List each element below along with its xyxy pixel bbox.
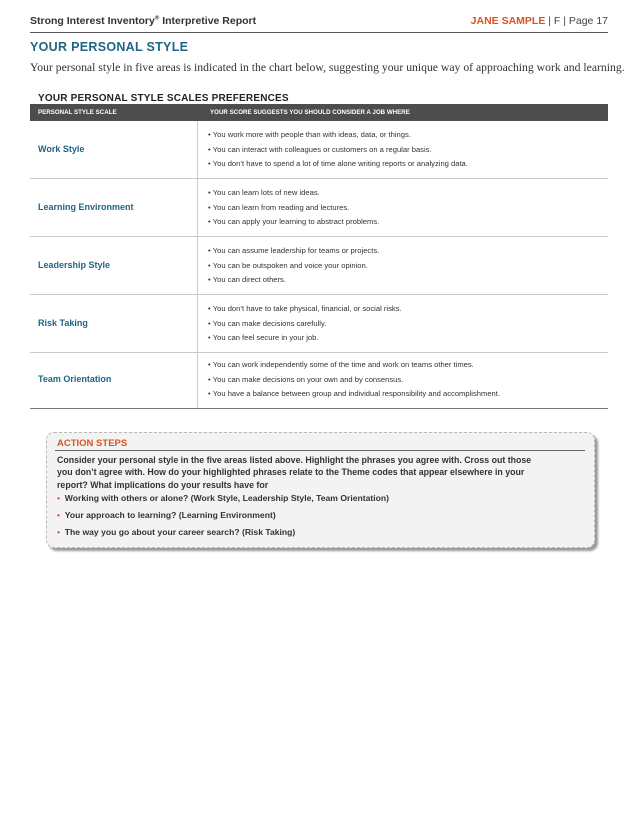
- list-item: • You can learn from reading and lectures.: [208, 203, 379, 218]
- header-divider: [30, 32, 608, 33]
- suggestion-list: [208, 130, 468, 174]
- table-row: [30, 295, 608, 353]
- scale-name: Risk Taking: [38, 318, 88, 328]
- list-item: • You can work independently some of the time and work on teams other times.: [208, 360, 500, 375]
- list-item: • You can interact with colleagues or customers on a regular basis.: [208, 145, 468, 160]
- column-divider: [197, 121, 198, 178]
- list-item: • You have a balance between group and individual responsibility and accomplishment.: [208, 389, 500, 404]
- list-item: • You can make decisions on your own and by consensus.: [208, 375, 500, 390]
- report-title: Strong Interest Inventory® Interpretive Report: [30, 15, 257, 27]
- table-header: [30, 104, 608, 121]
- list-item: • You can be outspoken and voice your opinion.: [208, 261, 379, 276]
- gender: F: [553, 15, 561, 27]
- scale-name: Leadership Style: [38, 260, 111, 270]
- column-header-scale: PERSONAL STYLE SCALE: [38, 109, 117, 116]
- table-bottom-rule: [30, 408, 608, 409]
- page-number: Page 17: [568, 15, 608, 27]
- action-steps-text: Consider your personal style in the five areas listed above. Highlight the phrases you agree with. Cross out those you don’t agree with. How do your highlighted phrases relate to the Theme codes that appear elsewhere in your report? What implications do your results have for: [57, 455, 532, 490]
- scale-name: Work Style: [38, 144, 85, 154]
- action-steps-title: ACTION STEPS: [57, 438, 128, 449]
- column-divider: [197, 179, 198, 236]
- table-row: [30, 351, 608, 408]
- scale-name: Learning Environment: [38, 202, 134, 212]
- list-item: • Your approach to learning? (Learning Environment): [57, 510, 389, 527]
- column-header-suggestions: YOUR SCORE SUGGESTS YOU SHOULD CONSIDER A JOB WHERE: [210, 109, 410, 116]
- action-steps-box: [46, 432, 595, 548]
- list-item: • You don’t have to take physical, financial, or social risks.: [208, 304, 402, 319]
- table-row: [30, 121, 608, 179]
- column-divider: [197, 295, 198, 352]
- table-row: [30, 179, 608, 237]
- action-steps-divider: [55, 450, 585, 451]
- header-meta: JANE SAMPLE | F | Page 17: [470, 15, 608, 27]
- list-item: • The way you go about your career search? (Risk Taking): [57, 527, 389, 544]
- column-divider: [197, 351, 198, 408]
- section-title: YOUR PERSONAL STYLE: [30, 40, 189, 54]
- list-item: • You can learn lots of new ideas.: [208, 188, 379, 203]
- table-title: YOUR PERSONAL STYLE SCALES PREFERENCES: [38, 93, 289, 104]
- page-header: [30, 15, 608, 31]
- suggestion-list: [208, 360, 500, 404]
- list-item: • You can assume leadership for teams or projects.: [208, 246, 379, 261]
- scale-name: Team Orientation: [38, 374, 112, 384]
- list-item: • You can make decisions carefully.: [208, 319, 402, 334]
- suggestion-list: [208, 304, 402, 348]
- client-name: JANE SAMPLE: [470, 15, 546, 27]
- suggestion-list: [208, 246, 379, 290]
- section-intro: Your personal style in five areas is indicated in the chart below, suggesting your unique way of approaching work and learning.: [30, 61, 625, 74]
- list-item: • You don’t have to spend a lot of time alone writing reports or analyzing data.: [208, 159, 468, 174]
- list-item: • You work more with people than with ideas, data, or things.: [208, 130, 468, 145]
- list-item: • Working with others or alone? (Work Style, Leadership Style, Team Orientation): [57, 493, 389, 510]
- action-steps-list: [57, 493, 389, 544]
- suggestion-list: [208, 188, 379, 232]
- list-item: • You can apply your learning to abstract problems.: [208, 217, 379, 232]
- table-row: [30, 237, 608, 295]
- list-item: • You can feel secure in your job.: [208, 333, 402, 348]
- list-item: • You can direct others.: [208, 275, 379, 290]
- column-divider: [197, 237, 198, 294]
